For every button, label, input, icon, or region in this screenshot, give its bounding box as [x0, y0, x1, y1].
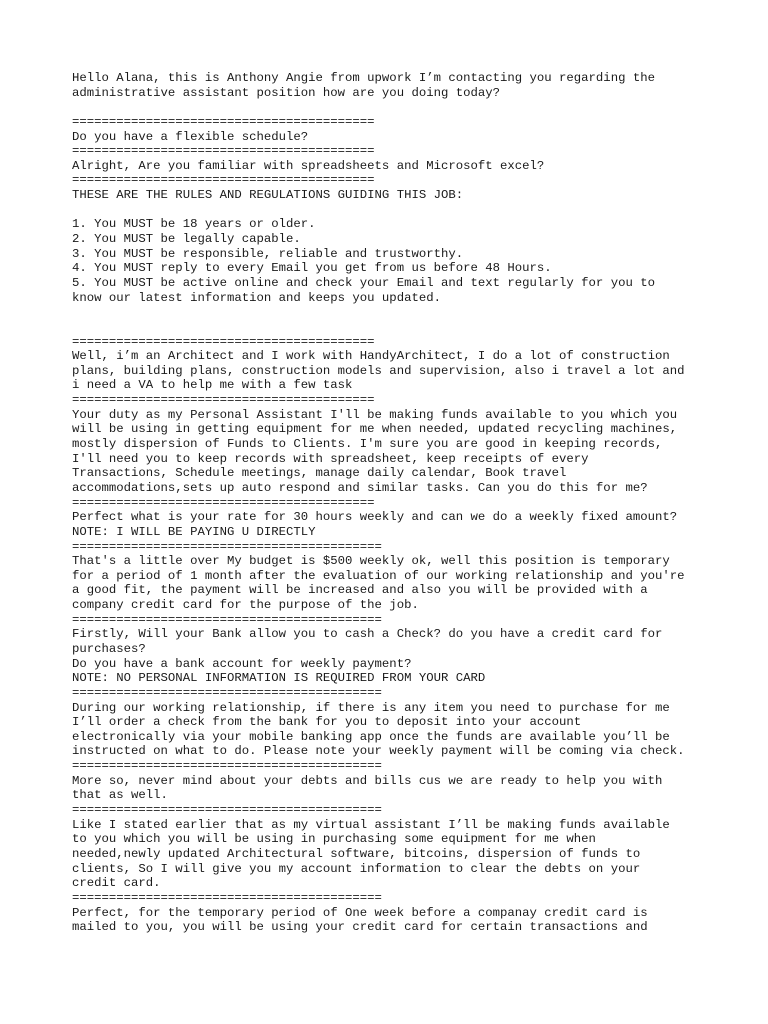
document-line: clients, So I will give you my account information to clear the debts on your: [72, 861, 641, 876]
document-line: ==========================================: [72, 685, 382, 700]
document-line: NOTE: NO PERSONAL INFORMATION IS REQUIRED FROM YOUR CARD: [72, 671, 486, 686]
document-line: [72, 320, 712, 335]
document-line: I’ll order a check from the bank for you to deposit into your account: [72, 715, 582, 730]
document-line: During our working relationship, if there is any item you need to purchase for me: [72, 700, 670, 715]
document-line: administrative assistant position how are you doing today?: [72, 85, 501, 100]
document-line: ==========================================: [72, 539, 382, 554]
document-line: 5. You MUST be active online and check your Email and text regularly for you to: [72, 275, 655, 290]
document-line: [72, 203, 712, 218]
document-body: [72, 71, 712, 935]
document-line: plans, building plans, construction models and supervision, also i travel a lot and: [72, 363, 685, 378]
document-line: that as well.: [72, 788, 168, 803]
document-line: Do you have a bank account for weekly payment?: [72, 656, 412, 671]
document-line: ==========================================: [72, 890, 382, 905]
document-line: 4. You MUST reply to every Email you get from us before 48 Hours.: [72, 261, 552, 276]
document-line: =========================================: [72, 334, 375, 349]
document-line: 3. You MUST be responsible, reliable and trustworthy.: [72, 246, 464, 261]
document-line: Hello Alana, this is Anthony Angie from upwork I’m contacting you regarding the: [72, 71, 655, 85]
document-line: =========================================: [72, 114, 375, 129]
document-line: for a period of 1 month after the evaluation of our working relationship and you're: [72, 568, 685, 583]
document-line: needed,newly updated Architectural software, bitcoins, dispersion of funds to: [72, 846, 641, 861]
document-line: mailed to you, you will be using your credit card for certain transactions and: [72, 920, 648, 935]
document-line: NOTE: I WILL BE PAYING U DIRECTLY: [72, 524, 316, 539]
document-line: will be using in getting equipment for me when needed, updated recycling machines,: [72, 422, 678, 437]
document-line: purchases?: [72, 641, 146, 656]
document-line: know our latest information and keeps you updated.: [72, 290, 441, 305]
document-line: instructed on what to do. Please note your weekly payment will be coming via check.: [72, 744, 685, 759]
document-line: ==========================================: [72, 803, 382, 818]
document-line: Do you have a flexible schedule?: [72, 129, 309, 144]
document-line: Alright, Are you familiar with spreadsheets and Microsoft excel?: [72, 158, 545, 173]
document-line: credit card.: [72, 876, 161, 891]
document-line: =========================================: [72, 393, 375, 408]
document-line: 1. You MUST be 18 years or older.: [72, 217, 316, 232]
document-line: a good fit, the payment will be increased and also you will be provided with a: [72, 583, 648, 598]
document-line: Your duty as my Personal Assistant I'll be making funds available to you which you: [72, 407, 678, 422]
document-line: =========================================: [72, 495, 375, 510]
document-line: [72, 305, 712, 320]
document-line: 2. You MUST be legally capable.: [72, 232, 301, 247]
document-line: Transactions, Schedule meetings, manage daily calendar, Book travel: [72, 466, 567, 481]
document-line: More so, never mind about your debts and bills cus we are ready to help you with: [72, 773, 663, 788]
document-line: Perfect what is your rate for 30 hours weekly and can we do a weekly fixed amount?: [72, 510, 678, 525]
document-line: ==========================================: [72, 612, 382, 627]
document-line: That's a little over My budget is $500 weekly ok, well this position is temporary: [72, 554, 670, 569]
document-line: =========================================: [72, 144, 375, 159]
document-line: =========================================: [72, 173, 375, 188]
document-line: i need a VA to help me with a few task: [72, 378, 353, 393]
document-line: electronically via your mobile banking app once the funds are available you’ll be: [72, 729, 670, 744]
document-line: Perfect, for the temporary period of One week before a companay credit card is: [72, 905, 648, 920]
document-line: company credit card for the purpose of the job.: [72, 598, 419, 613]
document-line: to you which you will be using in purchasing some equipment for me when: [72, 832, 596, 847]
document-line: I'll need you to keep records with spreadsheet, keep receipts of every: [72, 451, 589, 466]
document-line: mostly dispersion of Funds to Clients. I'm sure you are good in keeping records,: [72, 437, 663, 452]
document-line: [72, 100, 712, 115]
document-line: THESE ARE THE RULES AND REGULATIONS GUIDING THIS JOB:: [72, 188, 464, 203]
document-line: Like I stated earlier that as my virtual assistant I’ll be making funds available: [72, 817, 670, 832]
document-line: Firstly, Will your Bank allow you to cash a Check? do you have a credit card for: [72, 627, 663, 642]
document-line: accommodations,sets up auto respond and similar tasks. Can you do this for me?: [72, 480, 648, 495]
document-line: Well, i’m an Architect and I work with HandyArchitect, I do a lot of construction: [72, 349, 670, 364]
document-line: ==========================================: [72, 759, 382, 774]
